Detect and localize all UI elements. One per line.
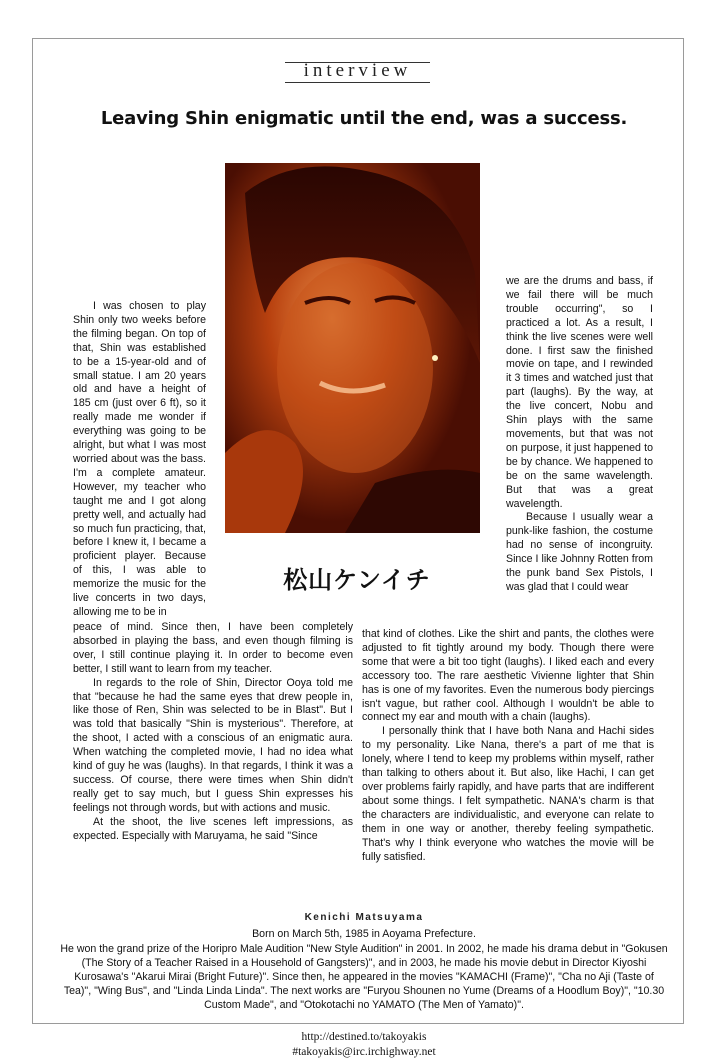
column-left-top — [73, 300, 206, 620]
column-right-bottom — [362, 628, 654, 864]
paragraph: Because I usually wear a punk-like fashion, the costume had no sense of incongruity. Since I like Johnny Rotten from the punk band Sex Pistols, I was glad that I could wear — [506, 511, 653, 593]
headline: Leaving Shin enigmatic until the end, was a success. — [100, 108, 628, 129]
paragraph: At the shoot, the live scenes left impressions, as expected. Especially with Maruyama, he said "Since — [73, 815, 353, 842]
column-right-top — [506, 275, 653, 595]
paragraph: peace of mind. Since then, I have been completely absorbed in playing the bass, and even though filming is over, I still continue playing it. In order to become even better, I still want to learn from my teacher. — [73, 621, 353, 675]
footer — [0, 1030, 728, 1060]
paragraph: that kind of clothes. Like the shirt and pants, the clothes were adjusted to fit tightly around my body. Though there were some that were a bit too tight (laughs). I liked each and every accessory too. The rare aesthetic Vivienne lighter that Shin has is one of my favorites. Even the numerous body piercings isn't vague, but rather cool. Although I wouldn't be able to connect my ear and mouth with a chain (laughs). — [362, 628, 654, 724]
profile-bio: He won the grand prize of the Horipro Male Audition "New Style Audition" in 2001. In 2002, he made his drama debut in "Gokusen (The Story of a Teacher Raised in a Household of Gangsters)", and in 2003, he made his movie debut in Director Kiyoshi Kurosawa's "Akarui Mirai (Bright Future)". Since then, he appeared in the movies "KAMACHI (Frame)", "Cha no Aji (Taste of Tea)", "Wing Bus", and "Linda Linda Linda". The next works are "Furyou Shounen no Yume (Dreams of a Hoodlum Boy)", "10.30 Custom Made", and "Otokotachi no YAMATO (The Men of Yamato)". — [60, 943, 668, 1011]
profile-name: Kenichi Matsuyama — [304, 912, 424, 923]
footer-url[interactable]: http://destined.to/takoyakis — [301, 1031, 427, 1043]
section-rule-bottom — [285, 82, 430, 83]
footer-irc: #takoyakis@irc.irchighway.net — [292, 1046, 436, 1058]
column-left-bottom — [73, 621, 353, 844]
paragraph: In regards to the role of Shin, Director Ooya told me that "because he had the same eyes that drew people in, like those of Ren, Shin was selected to be in Blast". But I was told that basically "Shin is mysterious". Therefore, at the shoot, I acted with a conscious of an enigmatic aura. When watching the completed movie, I had no idea what kind of guy he was (laughs). In that regards, I think it was a success. Of course, there were times when Shin didn't really get to say much, but I guess Shin expresses his feelings not through words, but with actions and music. — [73, 676, 353, 814]
paragraph: we are the drums and bass, if we fail there will be much trouble occurring", so I practiced a lot. As a result, I think the live scenes were well done. I first saw the finished movie on tape, and I rewinded it 3 times and watched just that part (laughs). By the way, at the live concert, Nobu and Shin plays with the same movements, but that was not on purpose, it just happened to be by chance. We happened to be on the same wavelength. But that was a great wavelength. — [506, 275, 653, 510]
paragraph: I personally think that I have both Nana and Hachi sides to my personality. Like Nana, there's a part of me that is lonely, where I tend to keep my problems within myself, rather than talking to others about it. But also, like Hachi, I can get over problems fairly rapidly, and have parts that are indifferent about some things. I felt sympathetic. NANA's charm is that the characters are individualistic, and everyone can relate to them in one way or another, thereby feeling sympathetic. That's why I think everyone who watches the movie will be fully satisfied. — [362, 725, 654, 863]
section-label: interview — [303, 60, 412, 81]
paragraph: I was chosen to play Shin only two weeks before the filming began. On top of that, Shin was established to be a 15-year-old and of small statue. I am 20 years old and have a height of 185 cm (just over 6 ft), so it really made me wonder if everything was going to be alright, but what I was most worried about was the bass. I'm a complete amateur. However, my teacher who taught me and I got along pretty well, and actually had so much fun practicing, that, before I knew it, I became a proficient player. Because of this, I was able to memorize the music for the live concerts in two days, allowing me to be in — [73, 300, 206, 618]
portrait-photo — [225, 163, 480, 533]
japanese-name: 松山ケンイチ — [283, 566, 431, 594]
profile-born: Born on March 5th, 1985 in Aoyama Prefecture. — [252, 928, 476, 940]
